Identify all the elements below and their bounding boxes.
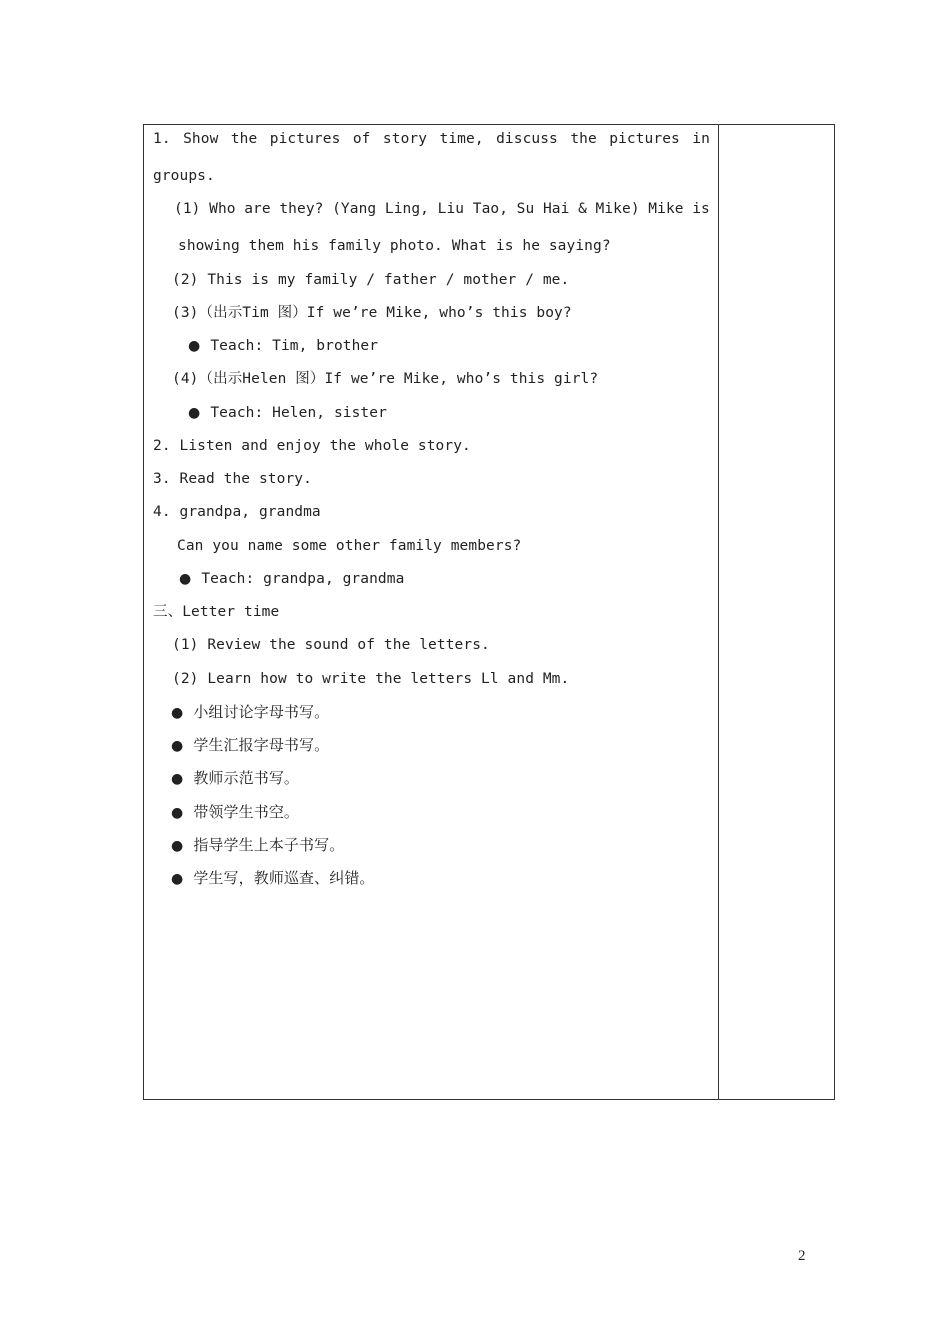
bullet-icon: ●: [171, 838, 184, 854]
sub-item-2: (2) This is my family / father / mother / me.: [172, 272, 570, 288]
letter-time-item-2: (2) Learn how to write the letters Ll and Mm.: [172, 671, 570, 687]
step-item: ● 指导学生上本子书写。: [171, 836, 345, 854]
letter-time-item-1: (1) Review the sound of the letters.: [172, 637, 490, 653]
sub-item-1-continuation: showing them his family photo. What is he saying?: [178, 238, 611, 254]
item-4: 4. grandpa, grandma: [153, 504, 321, 520]
step-item: ● 学生写，教师巡查、纠错。: [171, 869, 375, 887]
bullet-icon: ●: [171, 738, 184, 754]
section-heading: 三、Letter time: [153, 604, 280, 620]
item-2: 2. Listen and enjoy the whole story.: [153, 438, 471, 454]
step-item: ● 教师示范书写。: [171, 769, 300, 787]
item-3: 3. Read the story.: [153, 471, 312, 487]
notes-cell: [719, 125, 834, 1099]
step-item: ● 小组讨论字母书写。: [171, 703, 330, 721]
bullet-icon: ●: [171, 705, 184, 721]
bullet-icon: ●: [171, 805, 184, 821]
item-1-continuation: groups.: [153, 168, 215, 184]
bullet-icon: ●: [188, 405, 201, 421]
teach-item-3: ● Teach: grandpa, grandma: [179, 571, 405, 587]
item-1-line: 1. Show the pictures of story time, discuss the pictures in: [153, 131, 710, 147]
sub-item-4: (4)（出示Helen 图）If we’re Mike, who’s this girl?: [172, 371, 599, 387]
bullet-icon: ●: [179, 571, 192, 587]
bullet-icon: ●: [171, 771, 184, 787]
bullet-icon: ●: [188, 338, 201, 354]
item-4-question: Can you name some other family members?: [177, 538, 522, 554]
sub-item-3: (3)（出示Tim 图）If we’re Mike, who’s this boy?: [172, 305, 572, 321]
page-number: 2: [798, 1248, 806, 1264]
step-item: ● 学生汇报字母书写。: [171, 736, 330, 754]
teach-item-1: ● Teach: Tim, brother: [188, 338, 379, 354]
sub-item-1-line: (1) Who are they? (Yang Ling, Liu Tao, Su Hai & Mike) Mike is: [174, 201, 710, 217]
lesson-table: [143, 124, 835, 1100]
bullet-icon: ●: [171, 871, 184, 887]
teach-item-2: ● Teach: Helen, sister: [188, 405, 387, 421]
step-item: ● 带领学生书空。: [171, 803, 300, 821]
